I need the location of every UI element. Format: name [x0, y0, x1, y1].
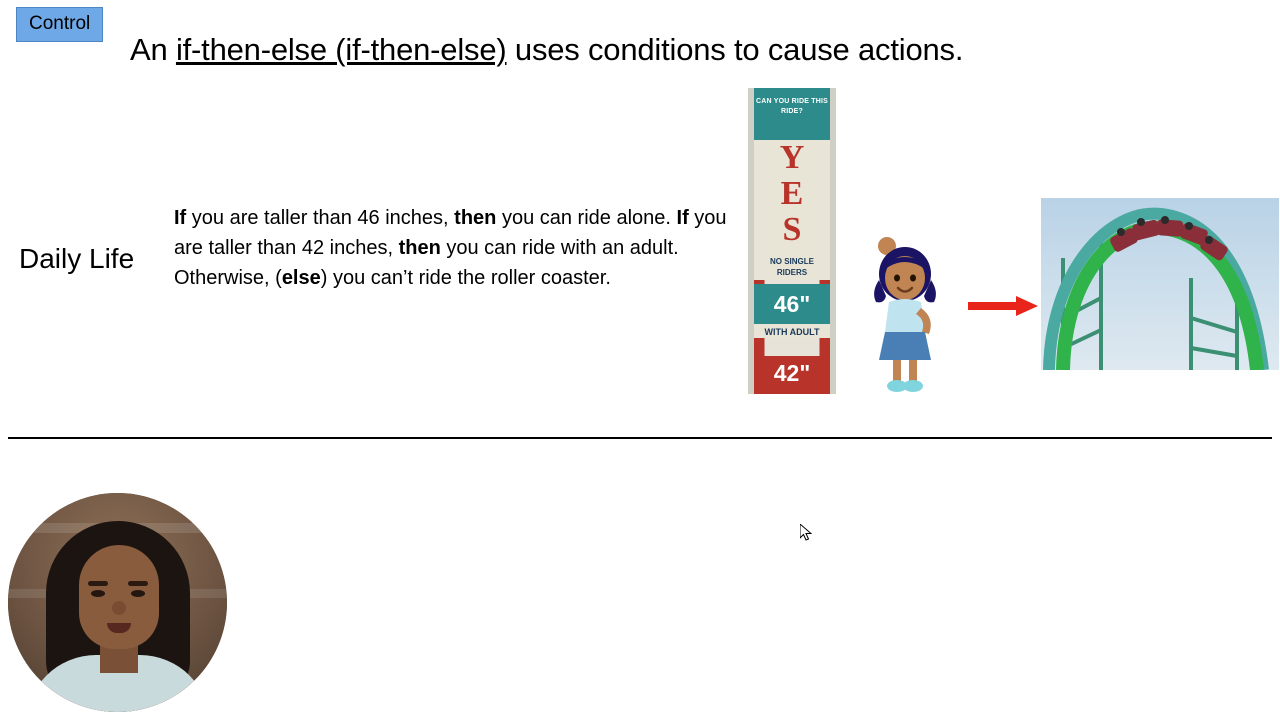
avatar-eye-right [131, 590, 145, 597]
slide-title-term: if-then-else (if-then-else) [175, 32, 507, 67]
body-keyword: If [676, 207, 689, 229]
body-keyword: If [174, 207, 187, 229]
sign-yes-letter-e: E [780, 175, 804, 212]
presenter-webcam-avatar [8, 493, 227, 712]
sign-no-single-riders-text: NO SINGLE RIDERS [754, 252, 830, 280]
body-keyword: then [398, 237, 441, 259]
ride-height-sign-image [748, 88, 836, 394]
body-keyword: then [454, 207, 497, 229]
slide-title-prefix: An [130, 32, 176, 67]
girl-waving-illustration [855, 222, 951, 394]
section-label: Daily Life [19, 243, 135, 274]
body-text-run: you can ride alone. [496, 207, 677, 229]
slide-title [130, 32, 963, 68]
red-right-arrow [968, 296, 1038, 316]
roller-coaster-image [1041, 198, 1279, 370]
avatar-eyebrow-right [128, 581, 148, 586]
body-text-run: you can ride with an adult. Otherwise, ( [174, 237, 679, 289]
sign-height-with-adult: 42" [754, 356, 830, 394]
body-keyword: else [281, 267, 321, 289]
section-divider [8, 437, 1272, 439]
body-text-run: you are taller than 46 inches, [186, 207, 455, 229]
mouse-cursor [800, 524, 812, 542]
sign-height-alone: 46" [754, 284, 830, 324]
slide-title-suffix: uses conditions to cause actions. [506, 32, 964, 67]
avatar-eyebrow-left [88, 581, 108, 586]
sign-question-text: CAN YOU RIDE THIS RIDE? [755, 98, 829, 115]
avatar-face [79, 545, 159, 649]
body-text-run: you are taller than 42 inches, [174, 207, 727, 259]
sign-yes-letter-y: Y [779, 139, 805, 176]
topic-tag-label: Control [29, 13, 91, 34]
avatar-nose [112, 601, 126, 615]
sign-face [754, 88, 830, 394]
avatar-eye-left [91, 590, 105, 597]
sign-with-adult-text: WITH ADULT [754, 324, 830, 338]
sign-yes-letter-s: S [782, 211, 802, 248]
sign-yes-block [754, 140, 830, 252]
topic-tag [16, 7, 103, 42]
body-paragraph [174, 203, 734, 293]
body-text-run: ) you can’t ride the roller coaster. [320, 267, 611, 289]
